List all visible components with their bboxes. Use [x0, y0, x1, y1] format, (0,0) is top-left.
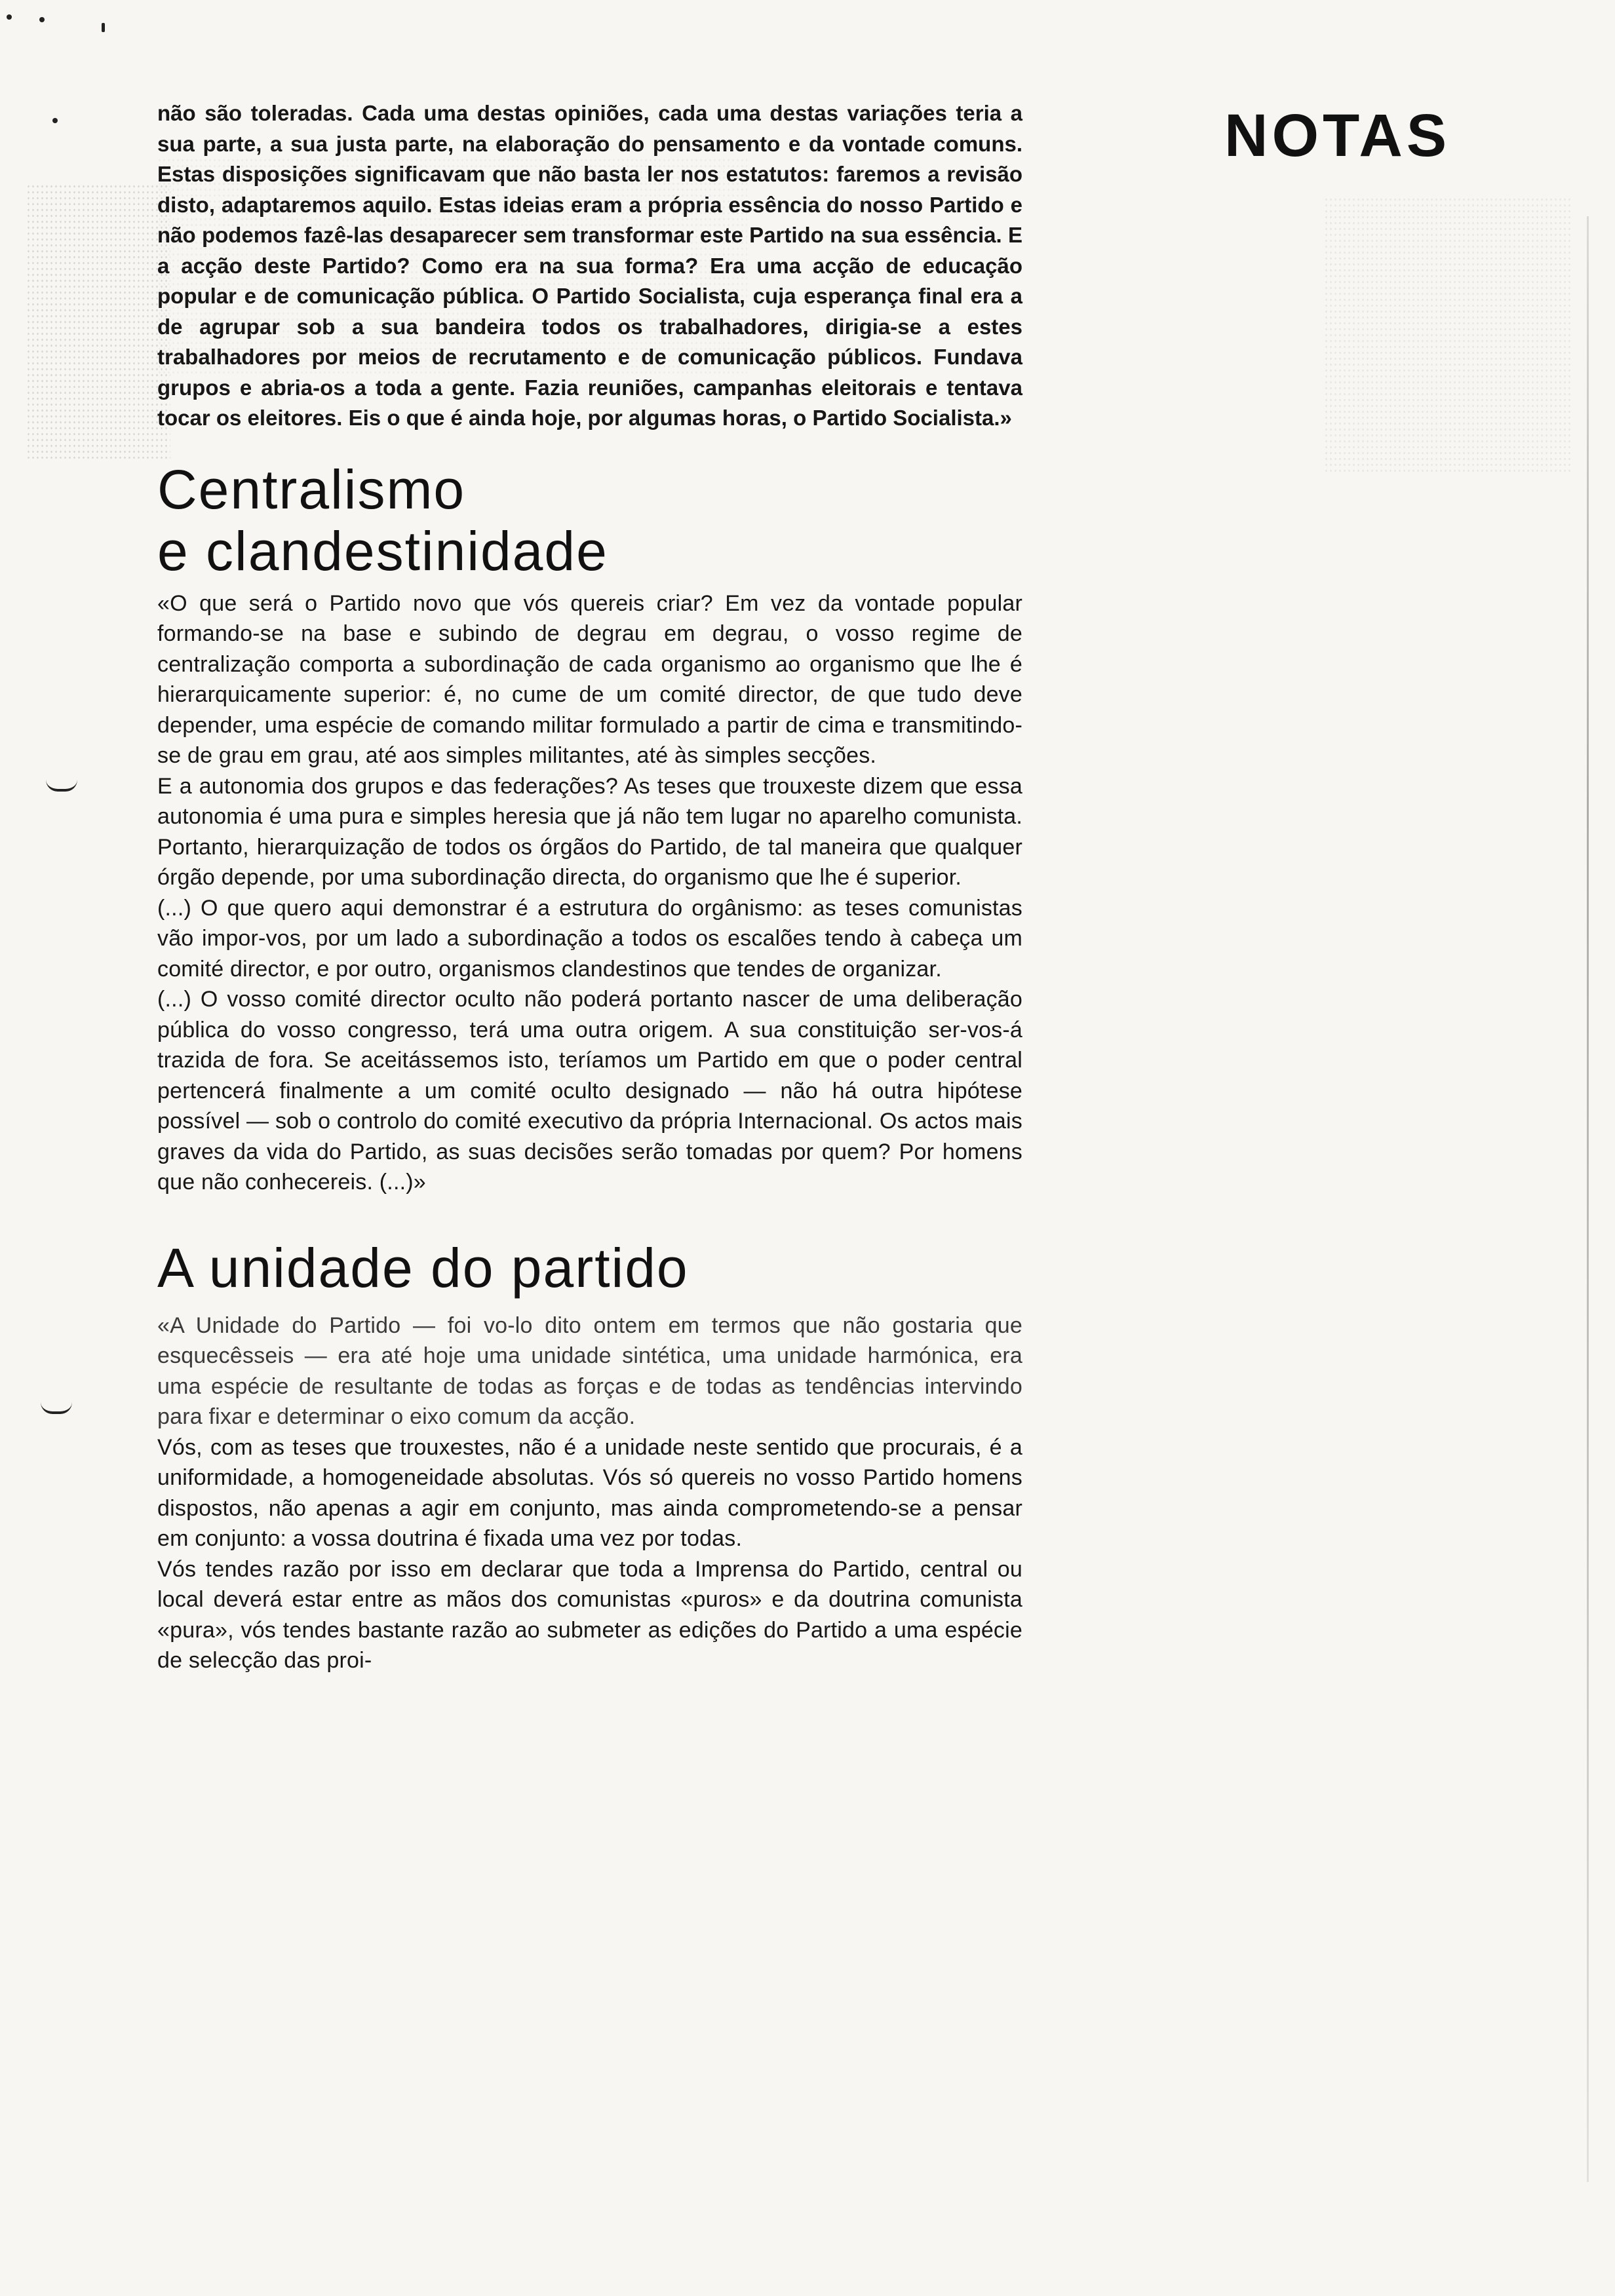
body-paragraph: E a autonomia dos grupos e das federações? As teses que trouxeste dizem que essa autonomia é uma pura e simples heresia que já não tem lugar no aparelho comunista. Portanto, hierarquização de todos os órgãos do Partido, de tal maneira que qualquer órgão depende, por uma subordinação directa, do organismo que lhe é superior.: [157, 773, 1022, 890]
article-column: [157, 98, 1022, 1676]
body-paragraph: «A Unidade do Partido — foi vo-lo dito ontem em termos que não gostaria que esquecêsseis — era até hoje uma unidade sintética, uma unidade harmónica, era uma espécie de resultante de todas as forças e de todas as tendências intervindo para fixar e determinar o eixo comum da acção.: [157, 1312, 1022, 1429]
body-paragraph: (...) O vosso comité director oculto não poderá portanto nascer de uma deliberação pública do vosso congresso, terá uma outra origem. A sua constituição ser-vos-á trazida de fora. Se aceitássemos isto, teríamos um Partido em que o poder central pertencerá finalmente a um comité oculto designado — não há outra hipótese possível — sob o controlo do comité executivo da própria Internacional. Os actos mais graves da vida do Partido, as suas decisões serão tomadas por quem? Por homens que não conhecereis. (...)»: [157, 987, 1022, 1195]
body-paragraph: Vós, com as teses que trouxestes, não é a unidade neste sentido que procurais, é a uniformidade, a homogeneidade absolutas. Vós só quereis no vosso Partido homens dispostos, não apenas a agir em conjunto, mas ainda comprometendo-se a pensar em conjunto: a vossa doutrina é fixada uma vez por todas.: [157, 1434, 1022, 1551]
opening-paragraph: não são toleradas. Cada uma destas opiniões, cada uma destas variações teria a sua parte, a sua justa parte, na elaboração do pensamento e da vontade comuns. Estas disposições significavam que não basta ler nos estatutos: faremos a revisão disto, adaptaremos aquilo. Estas ideias eram a própria essência do nosso Partido e não podemos fazê-las desaparecer sem transformar este Partido na sua essência. E a acção deste Partido? Como era na sua forma? Era uma acção de educação popular e de comunicação pública. O Partido Socialista, cuja esperança final era a de agrupar sob a sua bandeira todos os trabalhadores, dirigia-se a estes trabalhadores por meios de recrutamento e de comunicação públicos. Fundava grupos e abria-os a toda a gente. Fazia reuniões, campanhas eleitorais e tentava tocar os eleitores. Eis o que é ainda hoje, por algumas horas, o Partido Socialista.»: [157, 101, 1022, 430]
heading-unidade: A unidade do partido: [157, 1236, 689, 1299]
body-paragraph: (...) O que quero aqui demonstrar é a estrutura do orgânismo: as teses comunistas vão impor-vos, por um lado a subordinação a todos os escalões tendo à cabeça um comité director, e por outro, organismos clandestinos que tendes de organizar.: [157, 895, 1022, 982]
heading-centralismo: [157, 459, 1022, 582]
scan-speckle-right: [1324, 197, 1573, 472]
section-label: NOTAS: [1224, 102, 1451, 169]
page-edge-shadow: [1587, 216, 1589, 2182]
corner-mark: [102, 23, 105, 32]
margin-dot: [52, 118, 58, 123]
heading-line: Centralismo: [157, 458, 466, 520]
margin-tick: [41, 1402, 72, 1414]
heading-line: e clandestinidade: [157, 520, 608, 582]
corner-mark: [7, 14, 12, 20]
margin-tick: [46, 780, 77, 792]
body-paragraph: Vós tendes razão por isso em declarar que toda a Imprensa do Partido, central ou local deverá estar entre as mãos dos comunistas «puros» e da doutrina comunista «pura», vós tendes bastante razão ao submeter as edições do Partido a uma espécie de selecção das proi-: [157, 1556, 1022, 1673]
scan-speckle-left: [26, 183, 170, 459]
corner-mark: [39, 17, 45, 22]
body-paragraph: «O que será o Partido novo que vós quereis criar? Em vez da vontade popular formando-se na base e subindo de degrau em degrau, o vosso regime de centralização comporta a subordinação de cada organismo ao organismo que lhe é hierarquicamente superior: é, no cume de um comité director, de que tudo deve depender, uma espécie de comando militar formulado a partir de cima e transmitindo-se de grau em grau, até aos simples militantes, até às simples secções.: [157, 590, 1022, 768]
